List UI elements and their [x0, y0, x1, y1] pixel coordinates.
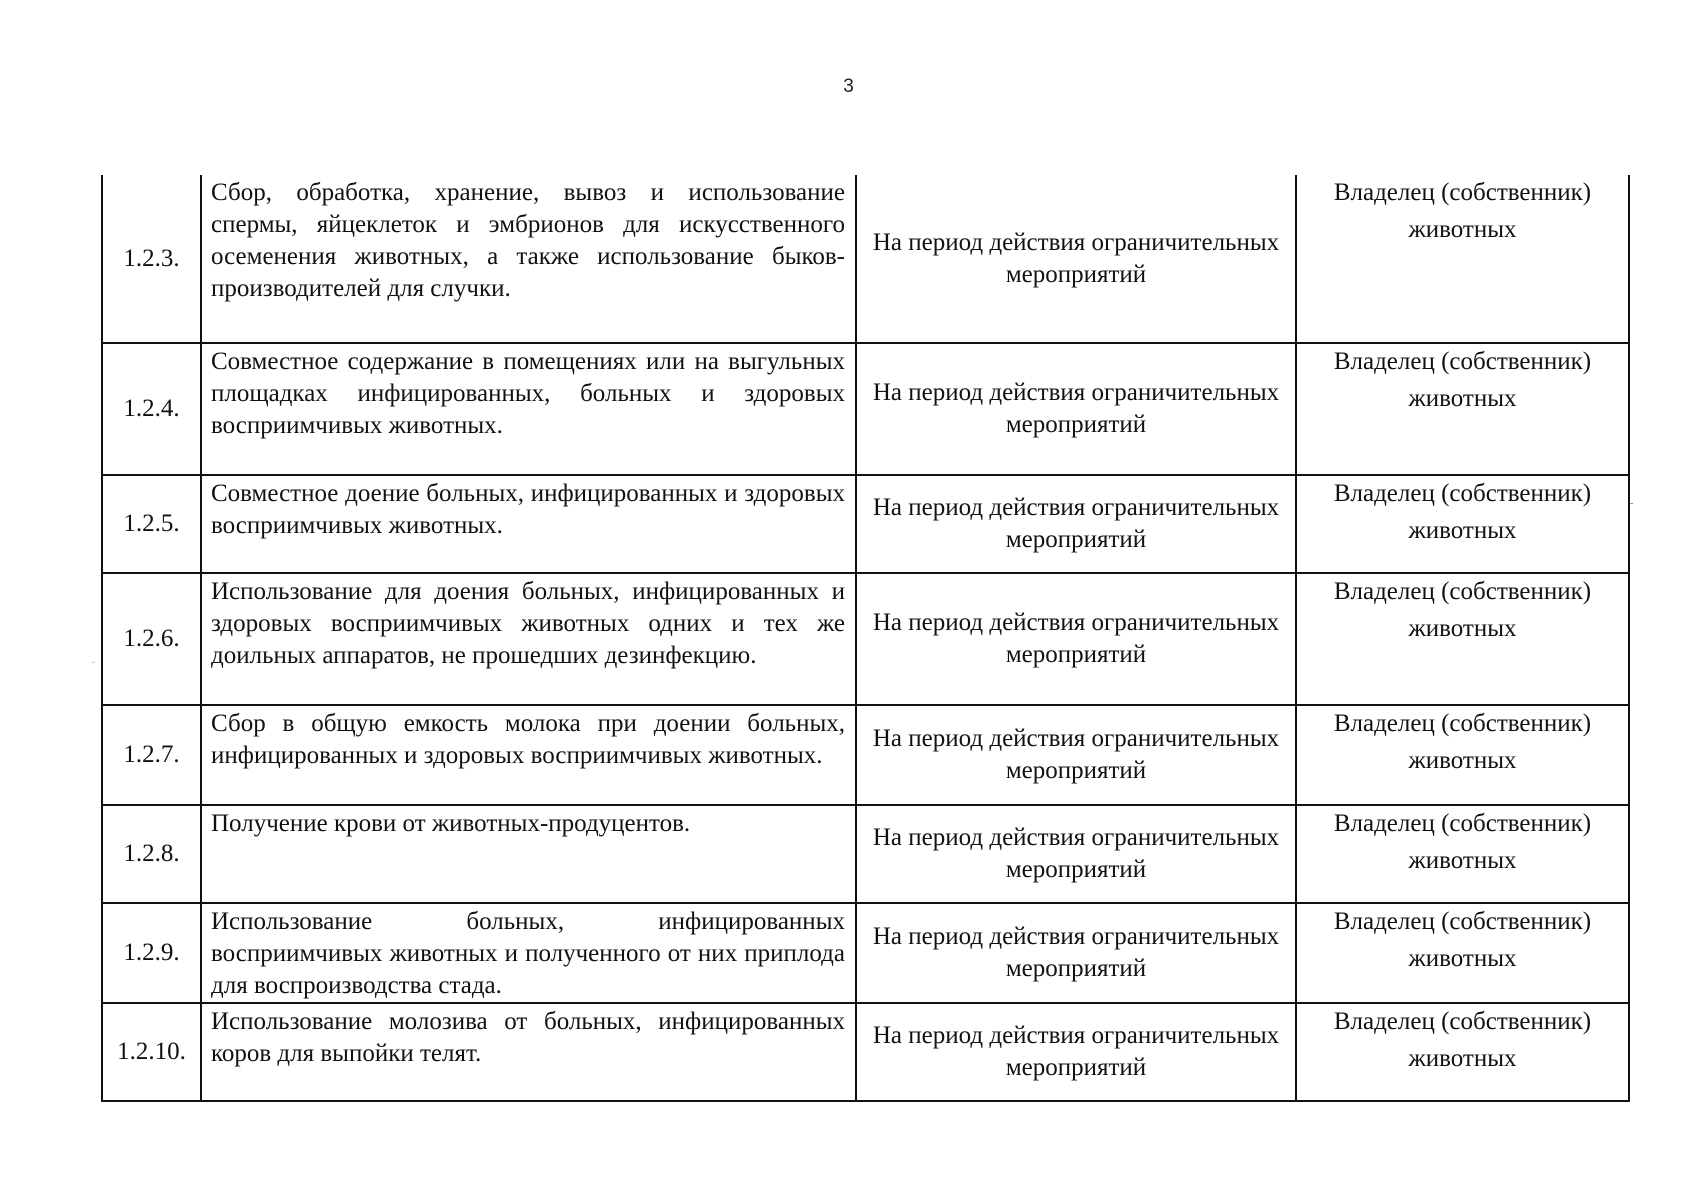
row-responsible — [1296, 573, 1629, 705]
scan-speck: - — [1630, 498, 1634, 509]
responsible-line1: Владелец (собственник) — [1333, 908, 1592, 935]
row-period: На период действия ограничительных мероприятий — [856, 805, 1296, 903]
responsible-line1: Владелец (собственник) — [1333, 710, 1592, 737]
row-number: 1.2.9. — [102, 903, 201, 1003]
responsible-line2: животных — [1408, 747, 1517, 774]
row-description: Использование для доения больных, инфицированных и здоровых восприимчивых животных одних и тех же доильных аппаратов, не прошедших дезинфекцию. — [201, 573, 856, 705]
responsible-line2: животных — [1408, 615, 1517, 642]
row-period: На период действия ограничительных мероприятий — [856, 705, 1296, 805]
responsible-line1: Владелец (собственник) — [1333, 578, 1592, 605]
row-responsible — [1296, 1003, 1629, 1101]
table-row — [102, 573, 1629, 705]
row-period: На период действия ограничительных мероприятий — [856, 343, 1296, 475]
table-row — [102, 705, 1629, 805]
responsible-line1: Владелец (собственник) — [1333, 1008, 1592, 1035]
row-period: На период действия ограничительных мероприятий — [856, 1003, 1296, 1101]
responsible-line1: Владелец (собственник) — [1333, 179, 1592, 206]
row-number: 1.2.8. — [102, 805, 201, 903]
responsible-line1: Владелец (собственник) — [1333, 480, 1592, 507]
row-period: На период действия ограничительных мероприятий — [856, 175, 1296, 343]
page-number: 3 — [843, 76, 854, 97]
row-description: Сбор в общую емкость молока при доении больных, инфицированных и здоровых восприимчивых животных. — [201, 705, 856, 805]
row-number: 1.2.7. — [102, 705, 201, 805]
responsible-line2: животных — [1408, 945, 1517, 972]
responsible-line2: животных — [1408, 385, 1517, 412]
row-responsible — [1296, 705, 1629, 805]
row-responsible — [1296, 175, 1629, 343]
measures-table — [101, 175, 1630, 1102]
table-row — [102, 475, 1629, 573]
row-description: Совместное содержание в помещениях или на выгульных площадках инфицированных, больных и здоровых восприимчивых животных. — [201, 343, 856, 475]
row-period: На период действия ограничительных мероприятий — [856, 573, 1296, 705]
table-row — [102, 1003, 1629, 1101]
row-description: Сбор, обработка, хранение, вывоз и использование спермы, яйцеклеток и эмбрионов для искусственного осеменения животных, а также использование быков-производителей для случки. — [201, 175, 856, 343]
row-number: 1.2.6. — [102, 573, 201, 705]
row-description: Использование молозива от больных, инфицированных коров для выпойки телят. — [201, 1003, 856, 1101]
row-number: 1.2.5. — [102, 475, 201, 573]
row-description: Использование больных, инфицированных восприимчивых животных и полученного от них приплода для воспроизводства стада. — [201, 903, 856, 1003]
responsible-line2: животных — [1408, 216, 1517, 243]
row-period: На период действия ограничительных мероприятий — [856, 475, 1296, 573]
responsible-line2: животных — [1408, 517, 1517, 544]
row-number: 1.2.4. — [102, 343, 201, 475]
row-responsible — [1296, 475, 1629, 573]
row-responsible — [1296, 805, 1629, 903]
row-responsible — [1296, 343, 1629, 475]
responsible-line1: Владелец (собственник) — [1333, 810, 1592, 837]
table-row — [102, 805, 1629, 903]
scan-speck: . — [92, 655, 95, 666]
row-responsible — [1296, 903, 1629, 1003]
row-number: 1.2.10. — [102, 1003, 201, 1101]
row-description: Совместное доение больных, инфицированных и здоровых восприимчивых животных. — [201, 475, 856, 573]
table-row — [102, 343, 1629, 475]
table-row — [102, 175, 1629, 343]
responsible-line2: животных — [1408, 1045, 1517, 1072]
row-description: Получение крови от животных-продуцентов. — [201, 805, 856, 903]
row-number: 1.2.3. — [102, 175, 201, 343]
responsible-line2: животных — [1408, 847, 1517, 874]
table-row — [102, 903, 1629, 1003]
responsible-line1: Владелец (собственник) — [1333, 348, 1592, 375]
row-period: На период действия ограничительных мероприятий — [856, 903, 1296, 1003]
